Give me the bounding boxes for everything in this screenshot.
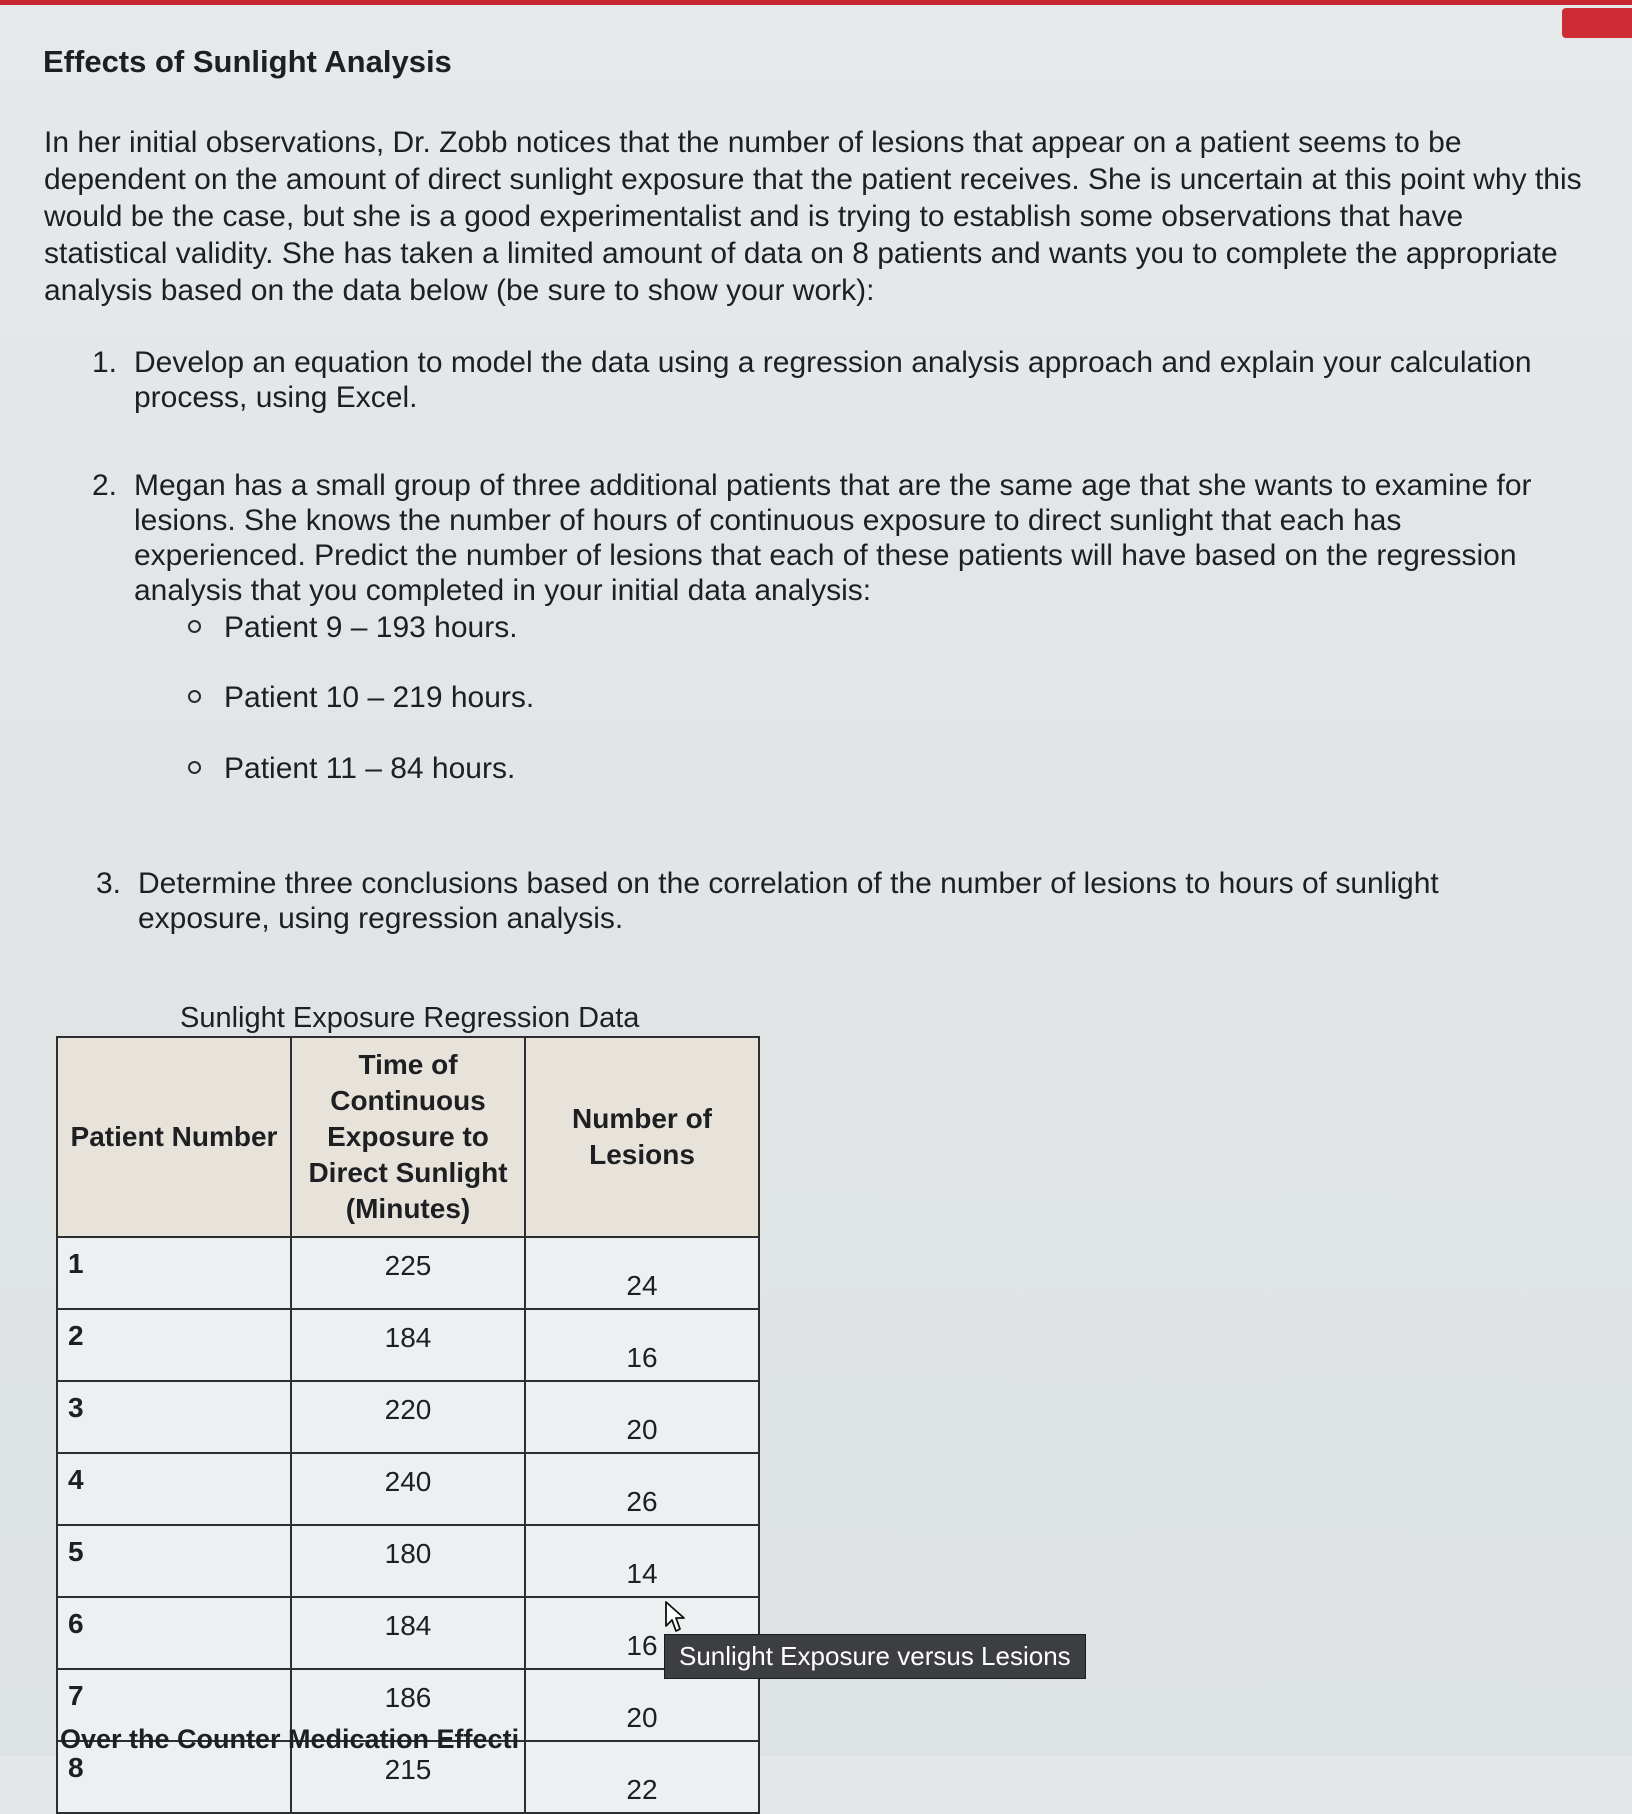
sunlight-data-table xyxy=(56,1036,760,1814)
table-caption: Sunlight Exposure Regression Data xyxy=(180,1002,640,1034)
patient-number-cell: 3 xyxy=(57,1381,291,1453)
question-text: Determine three conclusions based on the correlation of the number of lesions to hours of sunlight exposure, using regression analysis. xyxy=(138,867,1439,935)
minutes-cell: 186 xyxy=(291,1669,525,1741)
table-row xyxy=(57,1525,759,1597)
header-number-of-lesions: Number of Lesions xyxy=(525,1037,759,1237)
table-row xyxy=(57,1237,759,1309)
header-exposure-minutes: Time of Continuous Exposure to Direct Sunlight (Minutes) xyxy=(291,1037,525,1237)
header-patient-number: Patient Number xyxy=(57,1037,291,1237)
hollow-bullet-icon xyxy=(188,620,201,633)
lesions-cell: 22 xyxy=(525,1741,759,1813)
lesions-cell: 16 xyxy=(525,1597,759,1669)
hollow-bullet-icon xyxy=(188,690,201,703)
table-row xyxy=(57,1453,759,1525)
sub-item-text: Patient 11 – 84 hours. xyxy=(224,752,516,785)
question-text: Megan has a small group of three additional patients that are the same age that she wants to examine for lesions. She knows the number of hours of continuous exposure to direct sunlight that each has experienced. Predict the number of lesions that each of these patients will have based on the regression analysis that you completed in your initial data analysis: xyxy=(134,469,1532,607)
lesions-cell: 16 xyxy=(525,1309,759,1381)
lesions-cell: 20 xyxy=(525,1381,759,1453)
lesions-cell: 24 xyxy=(525,1237,759,1309)
minutes-cell: 240 xyxy=(291,1453,525,1525)
lesions-cell: 14 xyxy=(525,1525,759,1597)
lesions-cell: 26 xyxy=(525,1453,759,1525)
table-row xyxy=(57,1597,759,1669)
patient-number-cell: 5 xyxy=(57,1525,291,1597)
minutes-cell: 225 xyxy=(291,1237,525,1309)
minutes-cell: 215 xyxy=(291,1741,525,1813)
mouse-pointer-icon xyxy=(664,1600,688,1634)
patient-number-cell: 8 xyxy=(57,1741,291,1813)
minutes-cell: 180 xyxy=(291,1525,525,1597)
question-number: 1. xyxy=(92,346,118,379)
patient-number-cell: 6 xyxy=(57,1597,291,1669)
chart-tooltip: Sunlight Exposure versus Lesions xyxy=(664,1634,1086,1679)
sub-item-text: Patient 10 – 219 hours. xyxy=(224,681,535,714)
intro-paragraph: In her initial observations, Dr. Zobb notices that the number of lesions that appear on a patient seems to be dependent on the amount of direct sunlight exposure that the patient receives. She is uncertain at this point why this would be the case, but she is a good experimentalist and is trying to establish some observations that have statistical validity. She has taken a limited amount of data on 8 patients and wants you to complete the appropriate analysis based on the data below (be sure to show your work): xyxy=(44,126,1582,307)
patient-number-cell: 7 xyxy=(57,1669,291,1741)
lesions-cell: 20 xyxy=(525,1669,759,1741)
corner-tab-button[interactable] xyxy=(1562,8,1632,38)
question-number: 2. xyxy=(92,469,118,502)
patient-number-cell: 4 xyxy=(57,1453,291,1525)
page-title: Effects of Sunlight Analysis xyxy=(43,44,452,79)
question-number: 3. xyxy=(96,867,122,900)
patient-number-cell: 1 xyxy=(57,1237,291,1309)
hollow-bullet-icon xyxy=(188,761,201,774)
table-header-row xyxy=(57,1037,759,1237)
minutes-cell: 220 xyxy=(291,1381,525,1453)
top-accent-bar xyxy=(0,0,1632,5)
table-row xyxy=(57,1309,759,1381)
minutes-cell: 184 xyxy=(291,1309,525,1381)
patient-number-cell: 2 xyxy=(57,1309,291,1381)
question-text: Develop an equation to model the data using a regression analysis approach and explain your calculation process, using Excel. xyxy=(134,346,1532,414)
table-row xyxy=(57,1381,759,1453)
sub-item-text: Patient 9 – 193 hours. xyxy=(224,611,518,644)
minutes-cell: 184 xyxy=(291,1597,525,1669)
next-section-heading: Over the Counter Medication Effecti xyxy=(60,1724,520,1754)
